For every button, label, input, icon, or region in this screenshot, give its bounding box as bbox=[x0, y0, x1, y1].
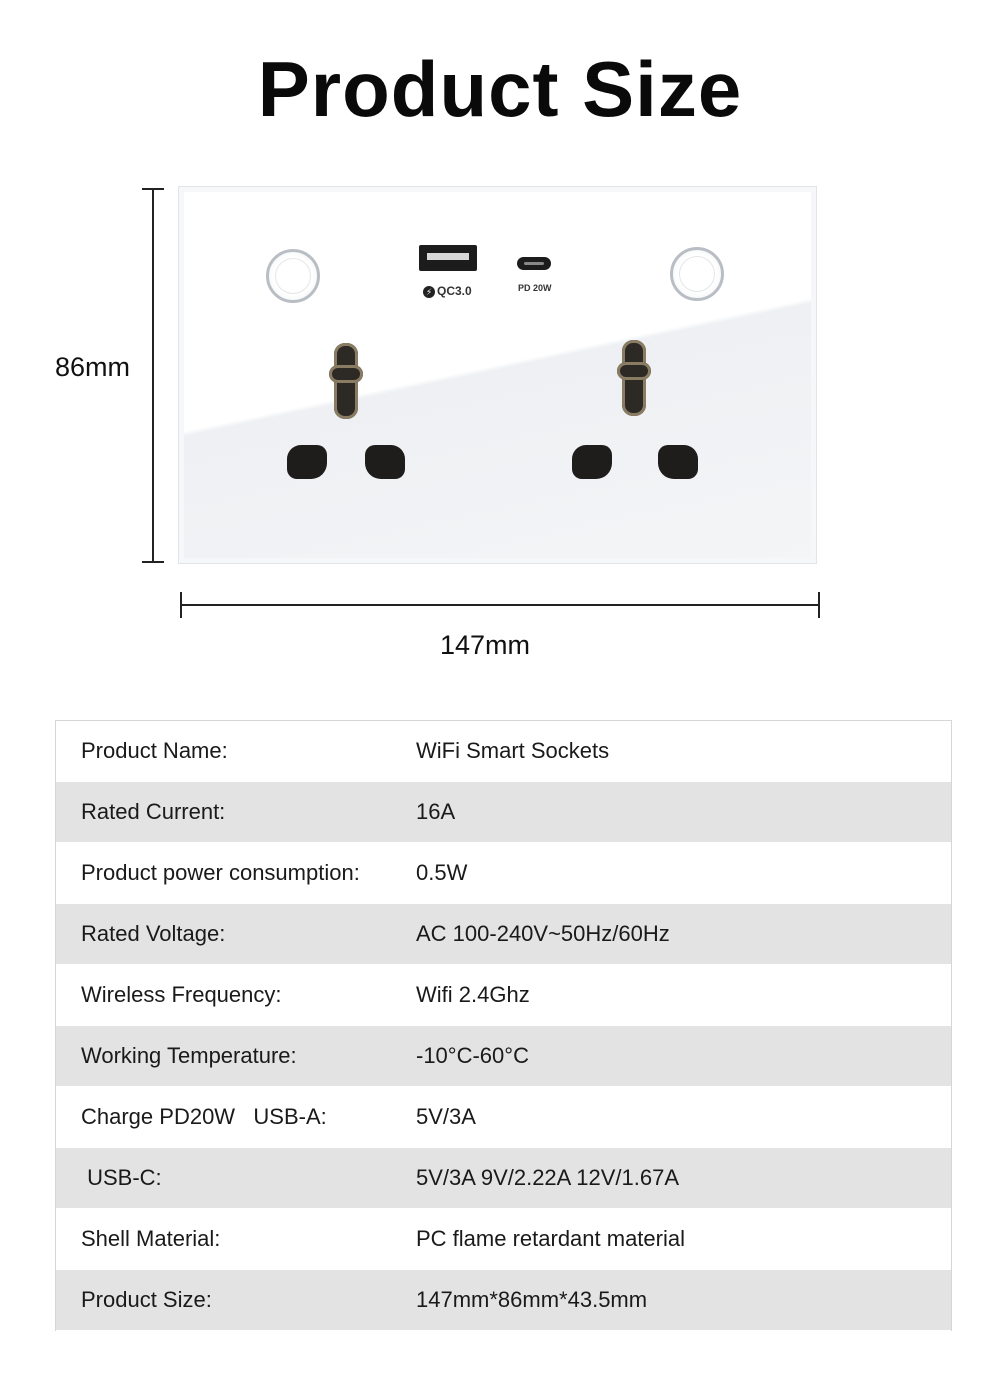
spec-key: Product power consumption: bbox=[81, 860, 360, 885]
height-dimension-cap-top bbox=[142, 188, 164, 190]
height-label: 86mm bbox=[55, 352, 131, 382]
spec-key: USB-C: bbox=[81, 1165, 162, 1190]
usb-c-port bbox=[517, 257, 551, 270]
right-outlet-earth-slot bbox=[622, 340, 646, 416]
left-outlet-earth-slot bbox=[334, 343, 358, 419]
width-dimension-cap-right bbox=[818, 592, 820, 618]
left-touch-button bbox=[266, 249, 320, 303]
spec-table bbox=[55, 720, 952, 1331]
spec-value: 5V/3A bbox=[416, 1104, 476, 1129]
width-dimension-line bbox=[181, 604, 820, 606]
table-row bbox=[56, 1026, 951, 1087]
spec-key: Working Temperature: bbox=[81, 1043, 297, 1068]
table-row bbox=[56, 1209, 951, 1270]
table-row bbox=[56, 1270, 951, 1331]
table-row bbox=[56, 843, 951, 904]
spec-value: -10°C-60°C bbox=[416, 1043, 529, 1068]
right-outlet-pin-slot-r bbox=[658, 445, 698, 479]
spec-value: 16A bbox=[416, 799, 456, 824]
lightning-icon: ⚡ bbox=[423, 286, 435, 298]
spec-value: 147mm*86mm*43.5mm bbox=[416, 1287, 648, 1312]
spec-key: Wireless Frequency: bbox=[81, 982, 282, 1007]
spec-key: Product Name: bbox=[81, 738, 228, 763]
socket-panel-image bbox=[179, 187, 816, 563]
spec-value: PC flame retardant material bbox=[416, 1226, 685, 1251]
spec-value: Wifi 2.4Ghz bbox=[416, 982, 530, 1007]
spec-value: WiFi Smart Sockets bbox=[416, 738, 610, 763]
page-title: Product Size bbox=[257, 45, 743, 133]
left-outlet-pin-slot-l bbox=[287, 445, 327, 479]
spec-key: Rated Current: bbox=[81, 799, 226, 824]
table-row bbox=[56, 1087, 951, 1148]
width-label: 147mm bbox=[440, 630, 531, 660]
height-dimension-line bbox=[152, 189, 154, 563]
usb-a-label: ⚡ QC3.0 bbox=[423, 284, 472, 298]
spec-value: 0.5W bbox=[416, 860, 468, 885]
width-dimension-cap-left bbox=[180, 592, 182, 618]
table-row bbox=[56, 782, 951, 843]
table-row bbox=[56, 1148, 951, 1209]
usb-a-port bbox=[419, 245, 477, 271]
table-row bbox=[56, 904, 951, 965]
height-dimension-cap-bottom bbox=[142, 561, 164, 563]
right-outlet-pin-slot-l bbox=[572, 445, 612, 479]
spec-key: Charge PD20W USB-A: bbox=[81, 1104, 327, 1129]
spec-value: 5V/3A 9V/2.22A 12V/1.67A bbox=[416, 1165, 679, 1190]
spec-key: Product Size: bbox=[81, 1287, 212, 1312]
usb-c-label: PD 20W bbox=[518, 283, 552, 293]
spec-key: Shell Material: bbox=[81, 1226, 221, 1251]
left-outlet-pin-slot-r bbox=[365, 445, 405, 479]
right-touch-button bbox=[670, 247, 724, 301]
table-row bbox=[56, 965, 951, 1026]
spec-key: Rated Voltage: bbox=[81, 921, 226, 946]
table-row bbox=[56, 721, 951, 782]
spec-value: AC 100-240V~50Hz/60Hz bbox=[416, 921, 670, 946]
